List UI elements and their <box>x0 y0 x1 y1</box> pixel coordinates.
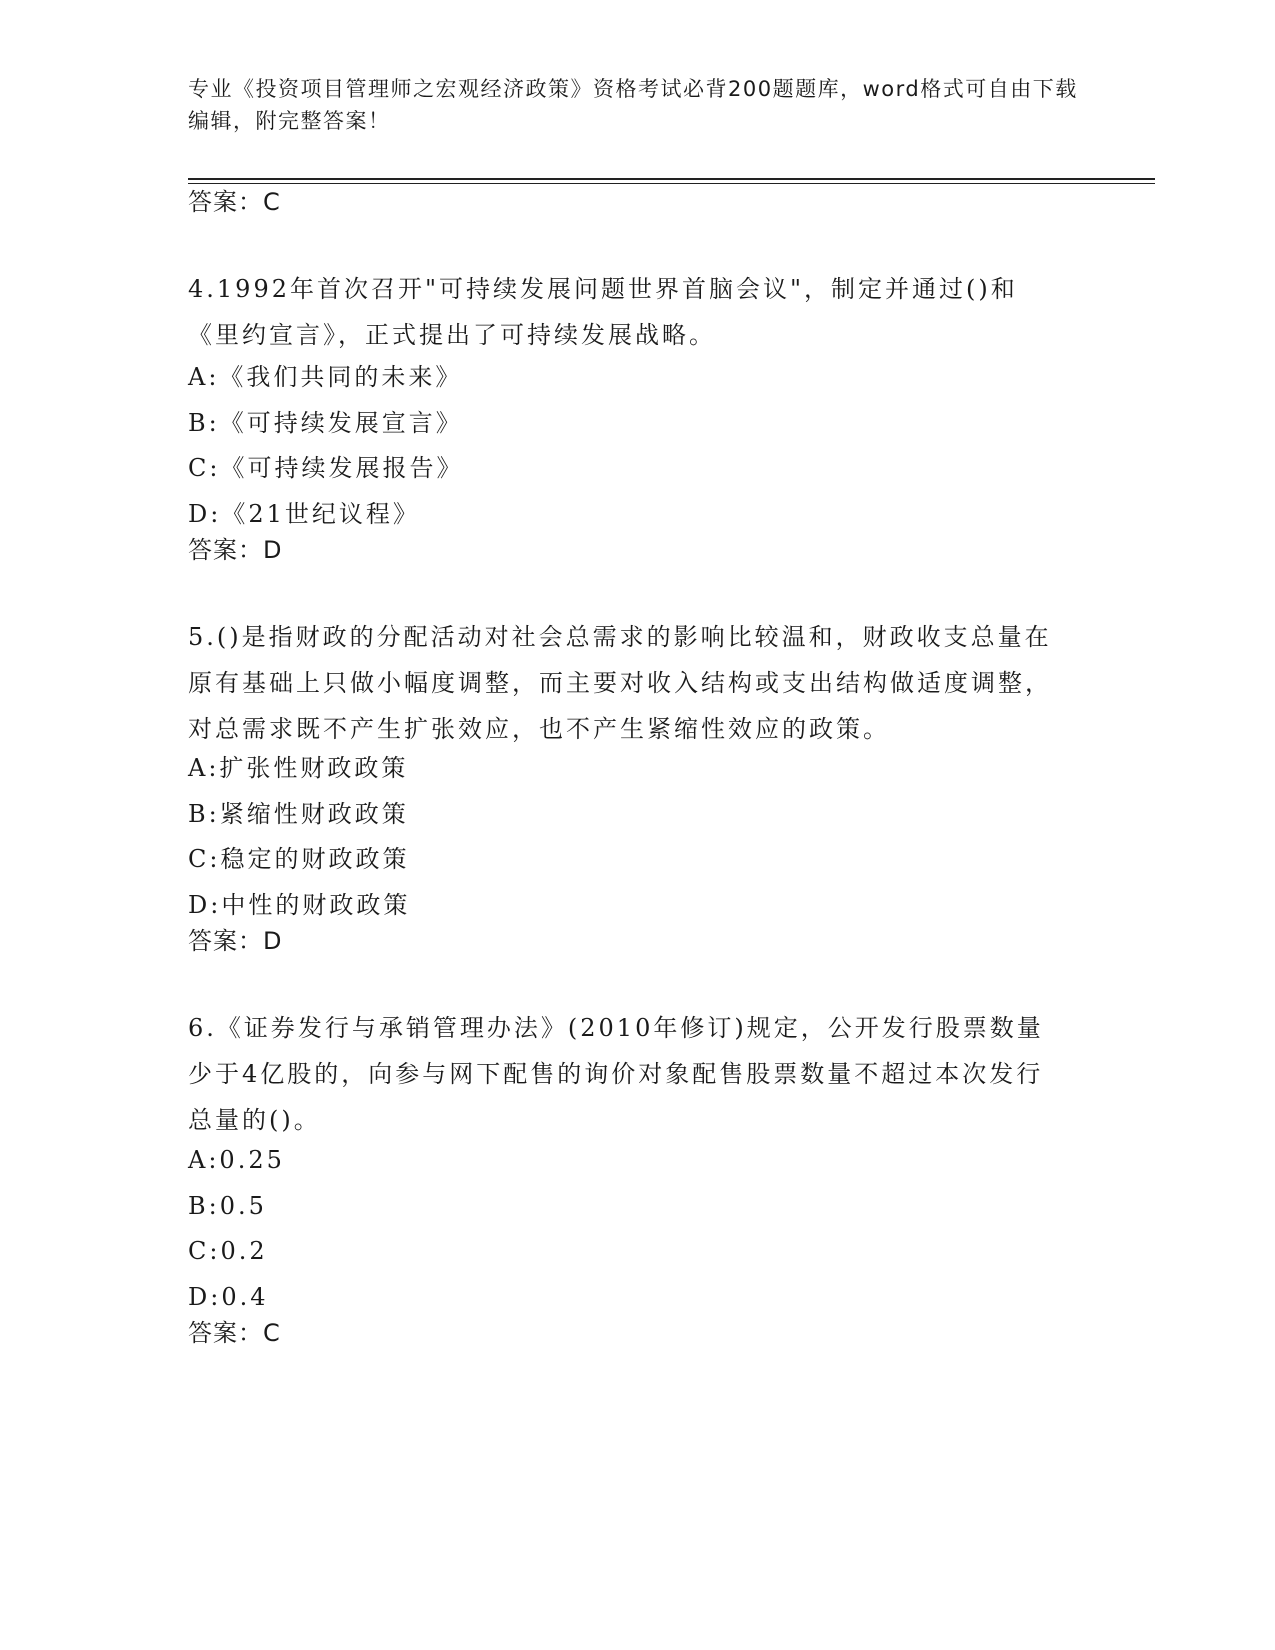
question-6-option-a: A:0.25 <box>188 1146 285 1174</box>
question-4-answer: 答案：D <box>188 536 283 564</box>
question-4-option-c: C:《可持续发展报告》 <box>188 454 464 482</box>
question-5-option-b: B:紧缩性财政政策 <box>188 799 409 828</box>
question-4-option-d: D:《21世纪议程》 <box>188 499 420 528</box>
question-6-text: 6.《证券发行与承销管理办法》(2010年修订)规定，公开发行股票数量少于4亿股的，向参与网下配售的询价对象配售股票数量不超过本次发行总量的()。 <box>188 1014 1044 1134</box>
question-6-option-c: C:0.2 <box>188 1237 268 1265</box>
question-5-answer: 答案：D <box>188 927 283 955</box>
question-4-option-a: A:《我们共同的未来》 <box>188 363 463 391</box>
document-header: 专业《投资项目管理师之宏观经济政策》资格考试必背200题题库，word格式可自由下载编辑，附完整答案！ <box>188 77 1078 133</box>
question-5-option-d: D:中性的财政政策 <box>188 890 411 919</box>
question-4-option-b: B:《可持续发展宣言》 <box>188 408 463 437</box>
question-5-option-a: A:扩张性财政政策 <box>188 754 409 782</box>
header-divider-thick <box>188 178 1155 180</box>
header-divider-thin <box>188 183 1155 184</box>
question-4-text: 4.1992年首次召开"可持续发展问题世界首脑会议"，制定并通过()和《里约宣言》，正式提出了可持续发展战略。 <box>188 275 1018 349</box>
question-6-option-b: B:0.5 <box>188 1191 267 1220</box>
question-6-option-d: D:0.4 <box>188 1282 269 1311</box>
question-4-options <box>188 355 1068 537</box>
question-6-answer: 答案：C <box>188 1319 281 1347</box>
question-6-options <box>188 1138 1068 1320</box>
question-5-options <box>188 746 1068 928</box>
previous-answer: 答案：C <box>188 188 281 216</box>
question-5-option-c: C:稳定的财政政策 <box>188 845 410 873</box>
question-5-text: 5.()是指财政的分配活动对社会总需求的影响比较温和，财政收支总量在原有基础上只做小幅度调整，而主要对收入结构或支出结构做适度调整，对总需求既不产生扩张效应，也不产生紧缩性效应的政策。 <box>188 623 1052 743</box>
